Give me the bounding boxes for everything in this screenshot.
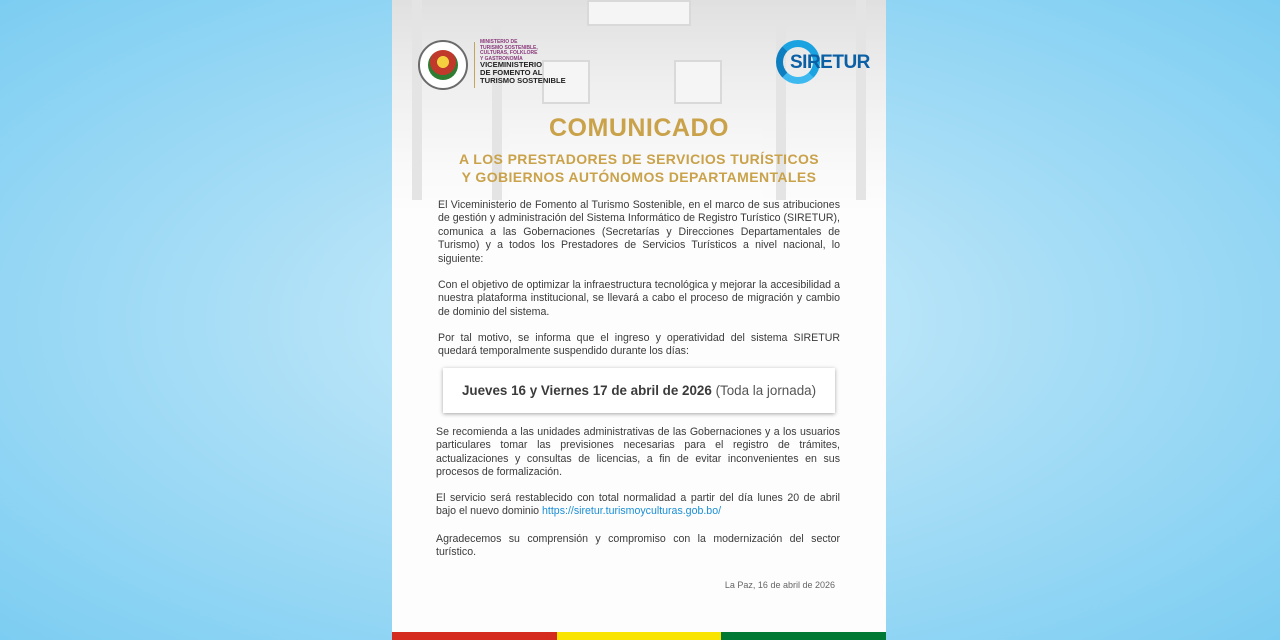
siretur-logo — [776, 40, 870, 90]
suspension-date-box — [443, 368, 835, 413]
viceministry-line: TURISMO SOSTENIBLE — [480, 76, 566, 86]
viceministry-line: VICEMINISTERIO — [480, 60, 543, 69]
ministry-line: TURISMO SOSTENIBLE, — [480, 44, 538, 51]
restoration-text: El servicio será restablecido con total normalidad a partir del día lunes 20 de abril bajo el nuevo dominio — [436, 492, 840, 518]
paragraph-intro: El Viceministerio de Fomento al Turismo Sostenible, en el marco de sus atribuciones de gestión y administración del Sistema Informático de Registro Turístico (SIRETUR), comunica a las Gobernaciones (Secretarías y Direcciones Departamentales de Turismo) y a todos los Prestadores de Servicios Turísticos a nivel nacional, lo siguiente: — [438, 199, 840, 265]
subtitle-line: Y GOBIERNOS AUTÓNOMOS DEPARTAMENTALES — [461, 169, 817, 185]
ministry-line: Y GASTRONOMÍA — [480, 55, 523, 62]
ministry-line: CULTURAS, FOLKLORE — [480, 50, 538, 57]
siretur-wordmark: SIRETUR — [790, 52, 870, 73]
flag-red-stripe — [392, 632, 557, 640]
page-subtitle — [392, 150, 886, 186]
communique-poster — [392, 0, 886, 640]
paragraph-suspension: Por tal motivo, se informa que el ingreso y operatividad del sistema SIRETUR quedará temporalmente suspendido durante los días: — [438, 332, 840, 358]
subtitle-line: A LOS PRESTADORES DE SERVICIOS TURÍSTICOS — [459, 151, 819, 167]
flag-yellow-stripe — [557, 632, 722, 640]
paragraph-restoration — [436, 492, 840, 519]
page-title: COMUNICADO — [549, 114, 729, 142]
flag-green-stripe — [721, 632, 886, 640]
suspension-dates: Jueves 16 y Viernes 17 de abril de 2026 — [461, 383, 712, 398]
paragraph-objective: Con el objetivo de optimizar la infraestructura tecnológica y mejorar la accesibilidad a nuestra plataforma institucional, se llevará a cabo el proceso de migración y cambio de dominio del sistema. — [438, 279, 840, 318]
bolivian-flag-stripe — [392, 632, 886, 640]
viceministry-name — [480, 61, 600, 86]
paragraph-recommendation: Se recomienda a las unidades administrativas de las Gobernaciones y a los usuarios particulares tomar las previsiones necesarias para el registro de trámites, actualizaciones y consultas de licencias, a fin de evitar inconvenientes en sus procesos de formalización. — [436, 426, 840, 479]
ministry-line: MINISTERIO DE — [480, 39, 518, 45]
coat-of-arms-seal-icon — [418, 40, 468, 90]
viceministry-line: DE FOMENTO AL — [480, 68, 543, 78]
place-and-date: La Paz, 16 de abril de 2026 — [724, 580, 835, 590]
new-domain-link[interactable]: https://siretur.turismoyculturas.gob.bo/ — [542, 505, 722, 518]
paragraph-thanks: Agradecemos su comprensión y compromiso con la modernización del sector turístico. — [436, 533, 840, 559]
suspension-duration-note: (Toda la jornada) — [715, 383, 817, 398]
logo-divider — [474, 42, 475, 88]
ministry-logo — [418, 40, 598, 92]
